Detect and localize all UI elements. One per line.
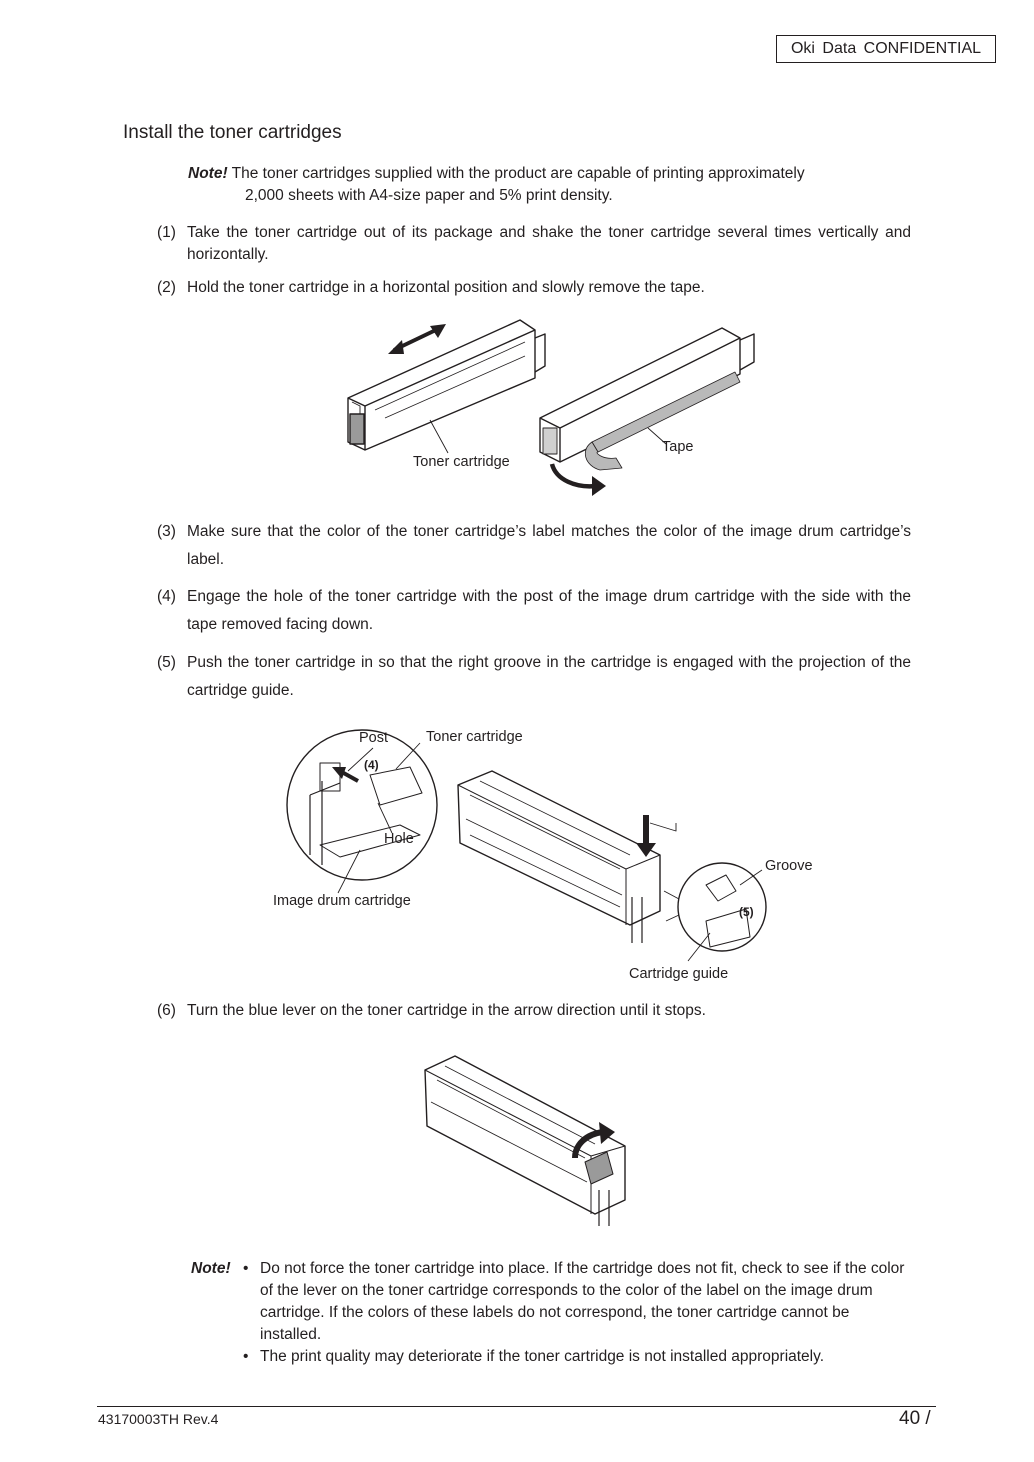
step-3: [157, 518, 911, 574]
section-title: Install the toner cartridges: [123, 122, 342, 143]
footer-rule: [97, 1406, 936, 1407]
step-number: (1): [157, 224, 176, 241]
label-step-5: (5): [739, 905, 754, 919]
note-item-text: Do not force the toner cartridge into place. If the cartridge does not fit, check to see if the color of the lever on the toner cartridge corresponds to the color of the label on the image drum cartridge. If the colors of these labels do not correspond, the toner cartridge cannot be installed.: [260, 1260, 905, 1343]
note-line-2: 2,000 sheets with A4-size paper and 5% print density.: [245, 187, 613, 204]
note-line-1: The toner cartridges supplied with the product are capable of printing approximately: [231, 165, 805, 182]
label-tape: Tape: [662, 439, 694, 455]
bullet: •: [243, 1348, 249, 1365]
label-post: Post: [359, 730, 389, 746]
note-item-2: [191, 1346, 911, 1368]
figure-install-toner-on-drum: [270, 715, 770, 975]
note-item-text: The print quality may deteriorate if the toner cartridge is not installed appropriately.: [260, 1348, 825, 1365]
step-4: [157, 583, 911, 639]
step-1: [157, 222, 911, 266]
step-text: Make sure that the color of the toner cartridge’s label matches the color of the image drum cartridge’s label.: [187, 523, 911, 568]
note-top: [188, 163, 908, 207]
figure-toner-cartridge-tape: [330, 310, 770, 500]
step-number: (3): [157, 523, 176, 540]
note-label: Note!: [191, 1260, 231, 1277]
confidential-badge: Oki Data CONFIDENTIAL: [776, 35, 996, 63]
label-hole: Hole: [384, 831, 414, 847]
label-step-4: (4): [364, 758, 379, 772]
step-number: (4): [157, 588, 176, 605]
step-text: Push the toner cartridge in so that the right groove in the cartridge is engaged with the projection of the cartridge guide.: [187, 654, 911, 699]
figure-turn-lever: [415, 1050, 645, 1230]
step-number: (5): [157, 654, 176, 671]
note-label: Note!: [188, 165, 228, 182]
step-text: Take the toner cartridge out of its package and shake the toner cartridge several times vertically and horizontally.: [187, 224, 911, 263]
document-id: 43170003TH Rev.4: [98, 1411, 219, 1427]
step-text: Engage the hole of the toner cartridge with the post of the image drum cartridge with the side with the tape removed facing down.: [187, 588, 911, 633]
bullet: •: [243, 1260, 249, 1277]
step-number: (6): [157, 1002, 176, 1019]
step-number: (2): [157, 279, 176, 296]
label-cartridge-guide: Cartridge guide: [629, 966, 729, 982]
step-5: [157, 649, 911, 705]
label-groove: Groove: [765, 858, 813, 874]
label-toner-cartridge: Toner cartridge: [413, 454, 510, 470]
page-number: 40 /: [899, 1408, 931, 1429]
label-toner-cartridge-2: Toner cartridge: [426, 729, 523, 745]
step-2: [157, 277, 911, 299]
step-text: Hold the toner cartridge in a horizontal position and slowly remove the tape.: [187, 279, 705, 296]
step-6: [157, 1000, 911, 1022]
step-text: Turn the blue lever on the toner cartridge in the arrow direction until it stops.: [187, 1002, 706, 1019]
label-image-drum-cartridge: Image drum cartridge: [273, 893, 411, 909]
note-bottom: [191, 1258, 911, 1368]
note-item-1: [191, 1258, 911, 1346]
